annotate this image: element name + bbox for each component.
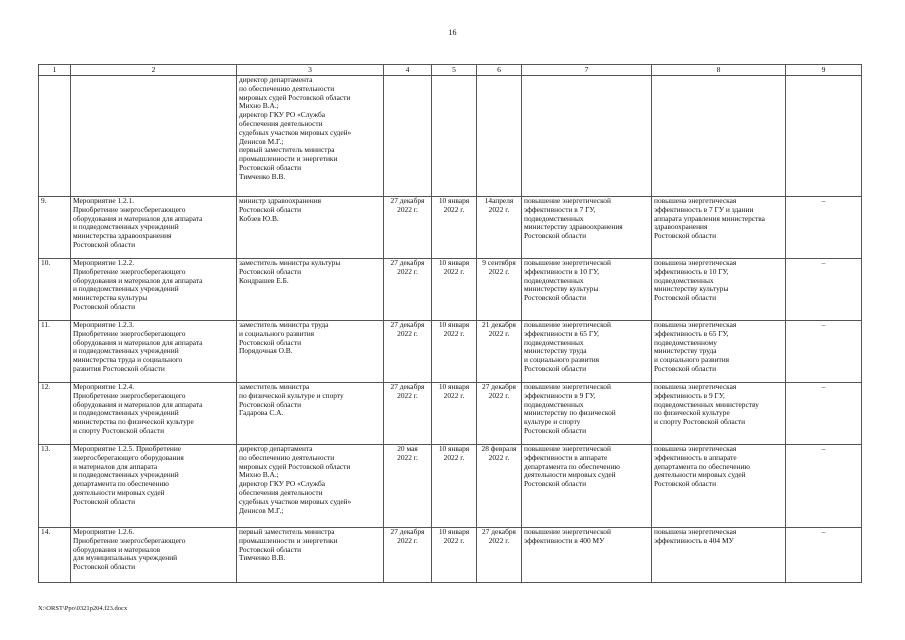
- header-cell: 1: [39, 65, 71, 76]
- page-number: 16: [448, 28, 457, 37]
- actual-end-date: 27 декабря 2022 г.: [477, 383, 522, 445]
- start-date: 27 декабря 2022 г.: [384, 259, 432, 321]
- event-name: Мероприятие 1.2.5. Приобретение энергосберегающего оборудования и материалов для аппарата и подведомственных учреждений департамента по обеспечению деятельности мировых судей Ростовской области: [71, 445, 237, 528]
- event-name: Мероприятие 1.2.3. Приобретение энергосберегающего оборудования и материалов для аппарата и подведомственных учреждений министерства труда и социального развития Ростовской области: [71, 321, 237, 383]
- problems-cell: [786, 76, 862, 197]
- header-cell: 3: [237, 65, 384, 76]
- header-cell: 6: [477, 65, 522, 76]
- expected-result: повышение энергетической эффективности в 9 ГУ, подведомственных министерству по физической культуре и спорту Ростовской области: [522, 383, 652, 445]
- responsible-person: директор департамента по обеспечению деятельности мировых судей Ростовской области Михно В.А.; директор ГКУ РО «Служба обеспечения деятельности судебных участков мировых судей» Денисов М.Г.;: [237, 445, 384, 528]
- problems-cell: –: [786, 383, 862, 445]
- event-name: Мероприятие 1.2.2. Приобретение энергосберегающего оборудования и материалов для аппарата и подведомственных учреждений министерства культуры Ростовской области: [71, 259, 237, 321]
- table-row: [39, 528, 862, 583]
- file-path-footer: X:\ORST\Ppo\0321p204.f23.docx: [38, 605, 128, 612]
- event-name: Мероприятие 1.2.1. Приобретение энергосберегающего оборудования и материалов для аппарата и подведомственных учреждений министерства здравоохранения Ростовской области: [71, 197, 237, 259]
- row-number: 9.: [39, 197, 71, 259]
- planned-end-date: 10 января 2022 г.: [432, 321, 477, 383]
- row-number: 11.: [39, 321, 71, 383]
- responsible-person: первый заместитель министра промышленности и энергетики Ростовской области Тимченко В.В.: [237, 528, 384, 583]
- expected-result: повышение энергетической эффективности в 65 ГУ, подведомственных министерству труда и социального развития Ростовской области: [522, 321, 652, 383]
- header-cell: 8: [652, 65, 786, 76]
- expected-result: [522, 76, 652, 197]
- header-cell: 2: [71, 65, 237, 76]
- row-number: 14.: [39, 528, 71, 583]
- responsible-person: директор департамента по обеспечению деятельности мировых судей Ростовской области Михно В.А.; директор ГКУ РО «Служба обеспечения деятельности судебных участков мировых судей» Денисов М.Г.; первый заместитель министра промышленности и энергетики Ростовской области Тимченко В.В.: [237, 76, 384, 197]
- responsible-person: министр здравоохранения Ростовской области Кобзев Ю.В.: [237, 197, 384, 259]
- actual-end-date: [477, 76, 522, 197]
- responsible-person: заместитель министра труда и социального развития Ростовской области Порядочная О.В.: [237, 321, 384, 383]
- achieved-result: [652, 76, 786, 197]
- start-date: 27 декабря 2022 г.: [384, 383, 432, 445]
- event-name: [71, 76, 237, 197]
- header-row: [39, 65, 862, 76]
- planned-end-date: 10 января 2022 г.: [432, 197, 477, 259]
- responsible-person: заместитель министра по физической культуре и спорту Ростовской области Гадарова С.А.: [237, 383, 384, 445]
- problems-cell: –: [786, 528, 862, 583]
- actual-end-date: 14апреля 2022 г.: [477, 197, 522, 259]
- event-name: Мероприятие 1.2.4. Приобретение энергосберегающего оборудования и материалов для аппарата и подведомственных учреждений министерства по физической культуре и спорту Ростовской области: [71, 383, 237, 445]
- table-row: [39, 383, 862, 445]
- achieved-result: повышена энергетическая эффективность в аппарате департамента по обеспечению деятельности мировых судей Ростовской области: [652, 445, 786, 528]
- expected-result: повышение энергетической эффективности в аппарате департамента по обеспечению деятельности мировых судей Ростовской области: [522, 445, 652, 528]
- actual-end-date: 21 декабря 2022 г.: [477, 321, 522, 383]
- row-number: 13.: [39, 445, 71, 528]
- problems-cell: –: [786, 197, 862, 259]
- start-date: [384, 76, 432, 197]
- header-cell: 4: [384, 65, 432, 76]
- table-row: [39, 445, 862, 528]
- row-number: 12.: [39, 383, 71, 445]
- planned-end-date: 10 января 2022 г.: [432, 528, 477, 583]
- planned-end-date: [432, 76, 477, 197]
- expected-result: повышение энергетической эффективности в 400 МУ: [522, 528, 652, 583]
- planned-end-date: 10 января 2022 г.: [432, 445, 477, 528]
- actual-end-date: 28 февраля 2022 г.: [477, 445, 522, 528]
- actual-end-date: 27 декабря 2022 г.: [477, 528, 522, 583]
- achieved-result: повышена энергетическая эффективность в 404 МУ: [652, 528, 786, 583]
- achieved-result: повышена энергетическая эффективность в 9 ГУ, подведомственных министерству по физической культуре и спорту Ростовской области: [652, 383, 786, 445]
- event-name: Мероприятие 1.2.6. Приобретение энергосберегающего оборудования и материалов для муниципальных учреждений Ростовской области: [71, 528, 237, 583]
- planned-end-date: 10 января 2022 г.: [432, 259, 477, 321]
- report-table: [38, 64, 862, 583]
- problems-cell: –: [786, 445, 862, 528]
- header-cell: 5: [432, 65, 477, 76]
- problems-cell: –: [786, 259, 862, 321]
- row-number: 10.: [39, 259, 71, 321]
- start-date: 20 мая 2022 г.: [384, 445, 432, 528]
- achieved-result: повышена энергетическая эффективность в 65 ГУ, подведомственному министерству труда и социального развития Ростовской области: [652, 321, 786, 383]
- start-date: 27 декабря 2022 г.: [384, 197, 432, 259]
- responsible-person: заместитель министра культуры Ростовской области Кондрашев Е.Б.: [237, 259, 384, 321]
- table-row: [39, 321, 862, 383]
- row-number: [39, 76, 71, 197]
- header-cell: 9: [786, 65, 862, 76]
- table-row: [39, 197, 862, 259]
- expected-result: повышение энергетической эффективности в 7 ГУ, подведомственных министерству здравоохранения Ростовской области: [522, 197, 652, 259]
- start-date: 27 декабря 2022 г.: [384, 321, 432, 383]
- achieved-result: повышена энергетическая эффективность в 7 ГУ и здании аппарата управления министерства здравоохранения Ростовской области: [652, 197, 786, 259]
- expected-result: повышение энергетической эффективности в 10 ГУ, подведомственных министерству культуры Ростовской области: [522, 259, 652, 321]
- achieved-result: повышена энергетическая эффективность в 10 ГУ, подведомственных министерству культуры Ростовской области: [652, 259, 786, 321]
- planned-end-date: 10 января 2022 г.: [432, 383, 477, 445]
- table-row: [39, 259, 862, 321]
- problems-cell: –: [786, 321, 862, 383]
- actual-end-date: 9 сентября 2022 г.: [477, 259, 522, 321]
- start-date: 27 декабря 2022 г.: [384, 528, 432, 583]
- header-cell: 7: [522, 65, 652, 76]
- table-row: [39, 76, 862, 197]
